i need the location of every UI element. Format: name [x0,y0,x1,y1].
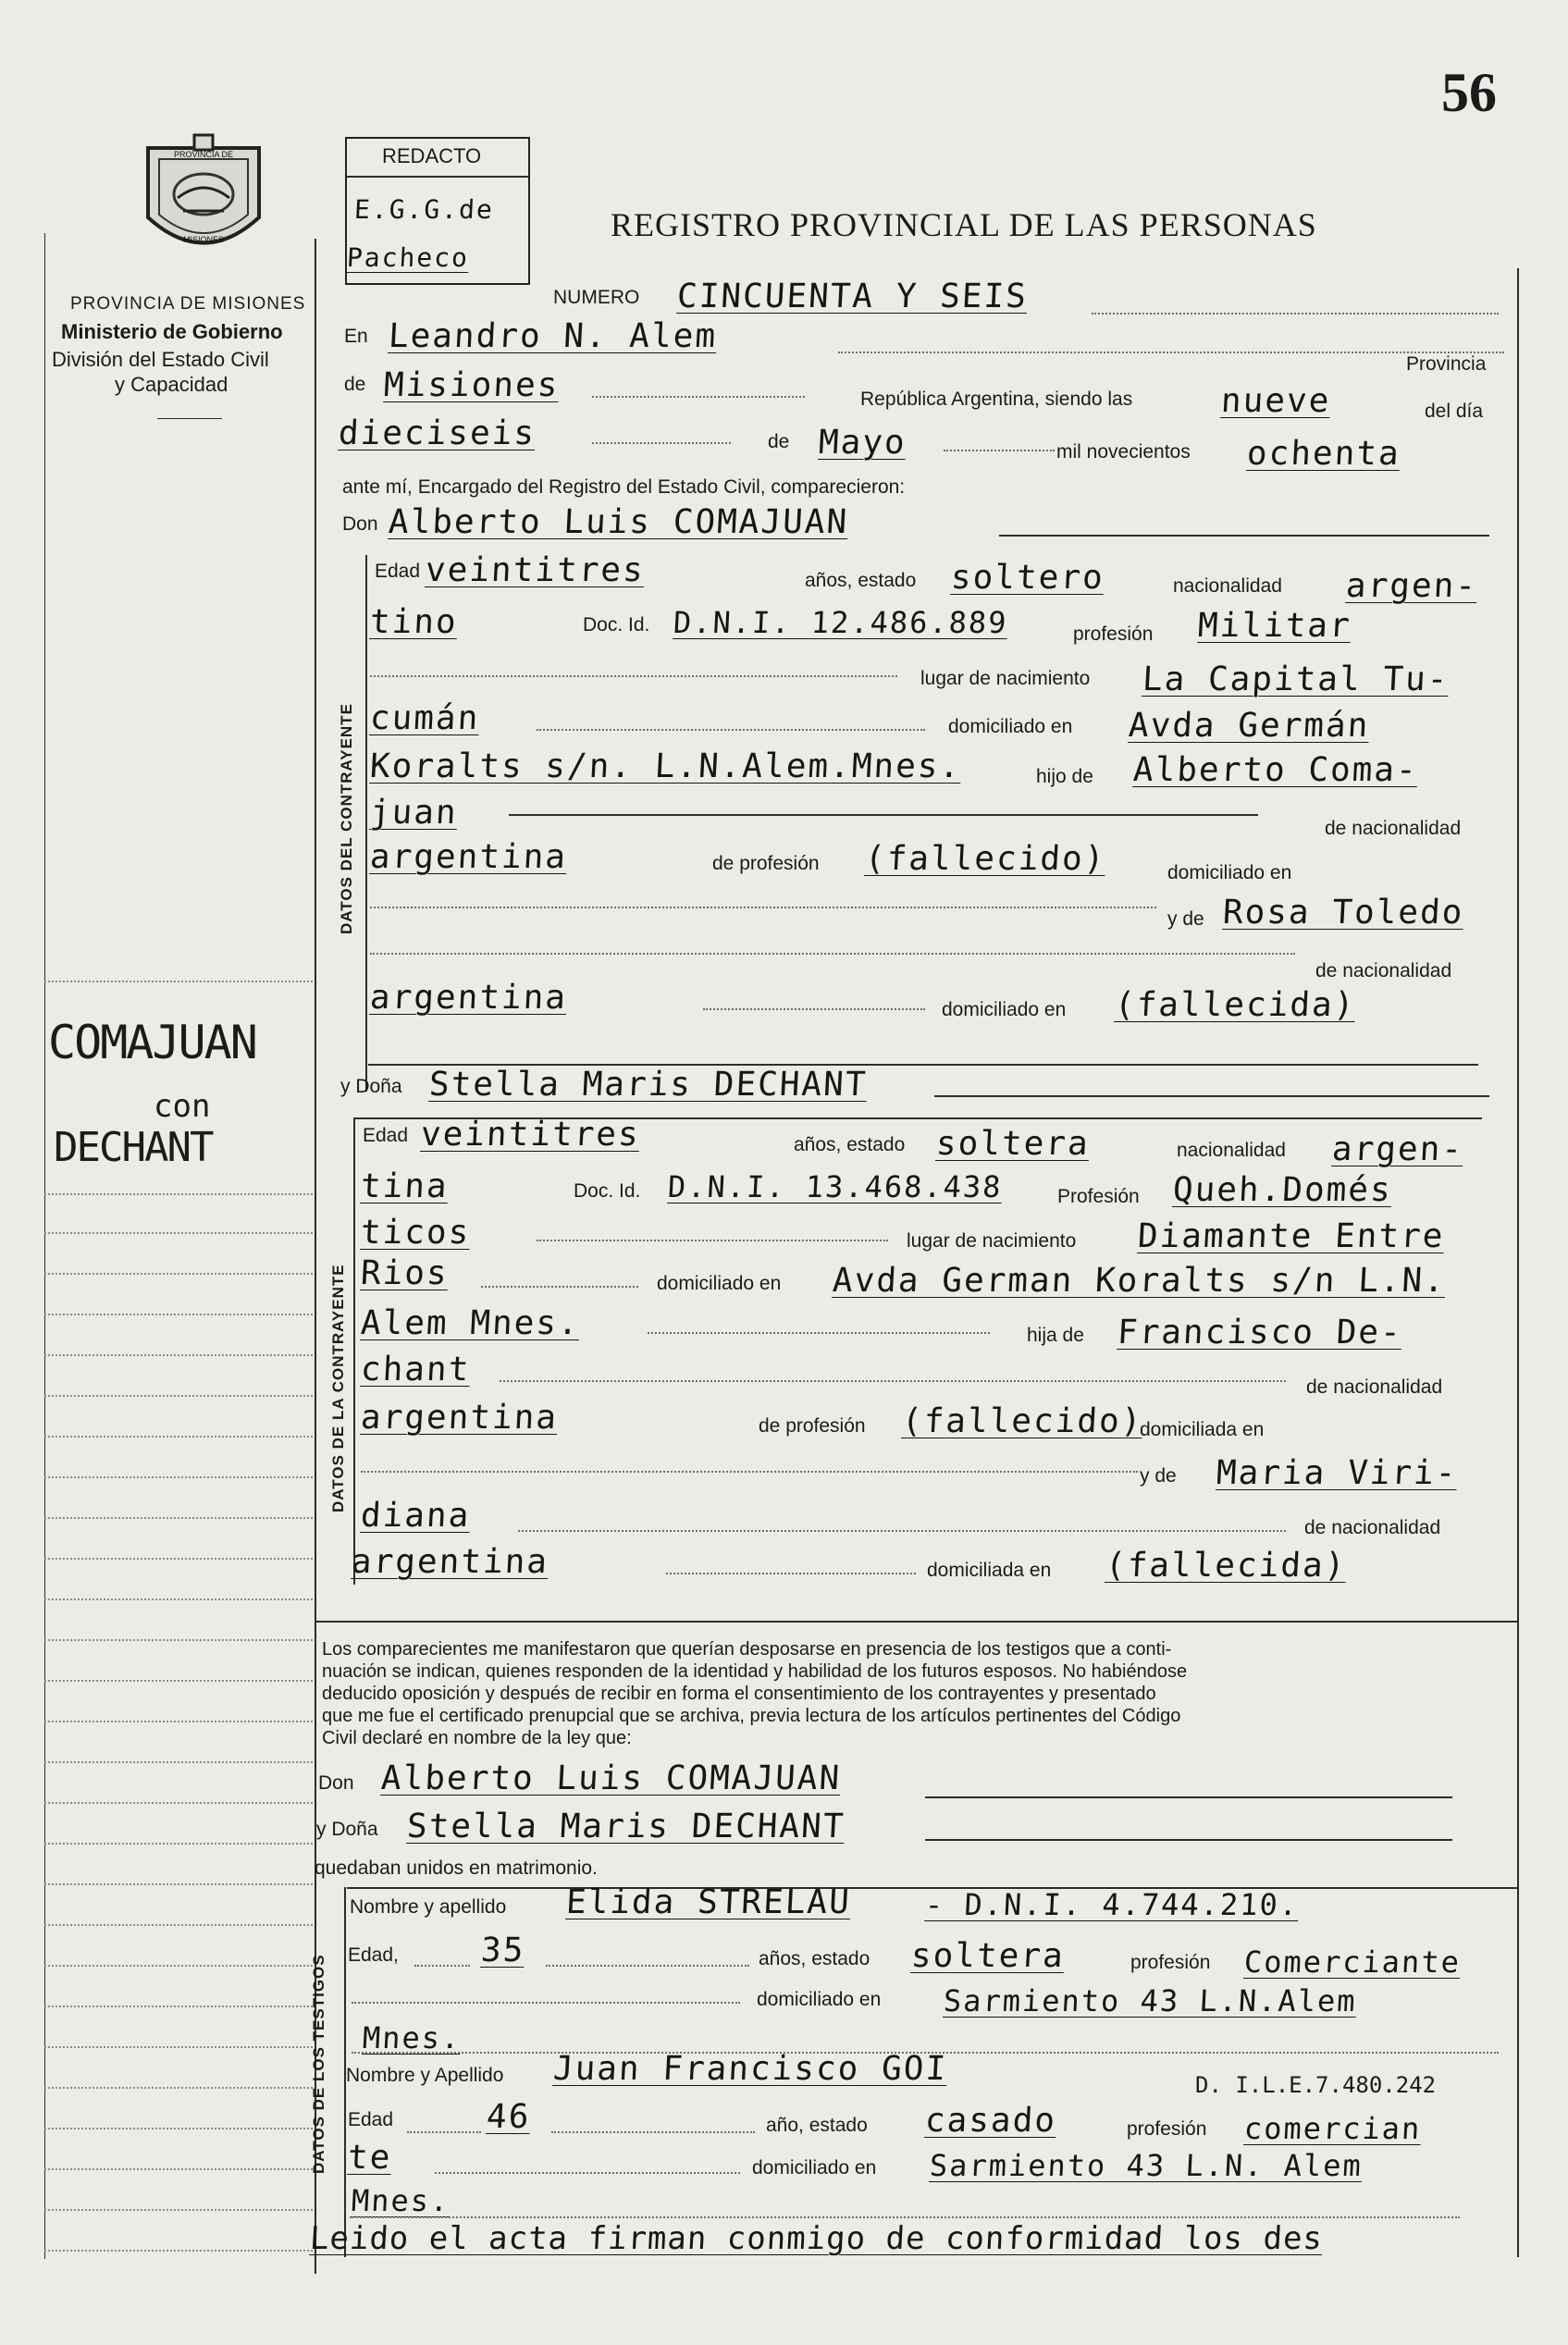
groom-mother: Rosa Toledo [1221,894,1465,932]
groom-lugar-label: lugar de nacimiento [920,668,1091,689]
numero-value: CINCUENTA Y SEIS [675,278,1029,315]
place-value: Leandro N. Alem [387,317,719,355]
groom-mother-nac: argentina [368,979,569,1017]
margin-surname-1: COMAJUAN [48,1016,256,1069]
w2-estado: casado [923,2102,1058,2140]
bride-father-prof: (fallecido) [900,1402,1144,1440]
bride-section-rule [353,1117,355,1585]
bride-father2: chant [359,1351,472,1388]
stamp-line-1: E.G.G.de [353,194,495,225]
bride-nac-label: nacionalidad [1177,1140,1286,1161]
groom-section-rule [365,555,367,1092]
bride-nac1: argen- [1330,1130,1465,1168]
w1-estado: soltera [909,1937,1066,1975]
page-title: REGISTRO PROVINCIAL DE LAS PERSONAS [611,206,1317,243]
de-label: de [344,374,366,395]
decl-bride: Stella Maris DECHANT [405,1808,846,1845]
groom-dom1: Avda Germán [1127,707,1371,745]
w1-prof-label: profesión [1130,1952,1211,1973]
w2-dom2: Mnes. [351,2183,451,2218]
w2-doc: D. I.L.E.7.480.242 [1195,2072,1437,2098]
groom-nac-label: nacionalidad [1173,575,1282,597]
groom-don-label: Don [342,513,378,535]
groom-father-nac: argentina [368,838,569,876]
w2-edad-label: Edad [348,2109,394,2130]
groom-father-prof: (fallecido) [863,840,1107,878]
stamp-label: REDACTO [382,144,482,167]
bride-doc: D.N.I. 13.468.438 [667,1169,1004,1204]
w1-dom2: Mnes. [362,2020,463,2055]
w1-profesion: Comerciante [1243,1944,1462,1980]
bride-prof-label: Profesión [1057,1186,1140,1207]
bride-anos-label: años, estado [794,1134,906,1155]
hour-value: nueve [1219,382,1332,420]
w2-anos-label: año, estado [766,2115,868,2136]
w2-dom-label: domiciliado en [752,2157,877,2178]
groom-prof-label: profesión [1073,623,1154,645]
header-divider [157,418,222,419]
bride-estado: soltera [934,1125,1091,1163]
w2-prof-label: profesión [1127,2118,1207,2140]
bride-dom1: Avda German Koralts s/n L.N. [831,1262,1447,1300]
margin-con: con [154,1088,211,1125]
groom-nac1: argen- [1344,567,1479,605]
groom-doc: D.N.I. 12.486.889 [673,605,1009,640]
provincial-seal [130,130,278,268]
groom-nac2: tino [368,603,459,641]
w2-name: Juan Francisco GOI [551,2050,949,2088]
bride-de-prof-label: de profesión [759,1415,866,1437]
bride-side-label: DATOS DE LA CONTRAYENTE [329,1264,347,1512]
bride-edad-label: Edad [363,1125,409,1146]
mil-label: mil novecientos [1056,441,1191,463]
form-right-rule [1517,268,1519,2257]
declaration-line-1: Los comparecientes me manifestaron que querían desposarse en presencia de los testigos que a conti- [322,1639,1172,1660]
w1-edad-label: Edad, [348,1944,399,1966]
w2-name-label: Nombre y Apellido [346,2065,504,2086]
bride-mother2: diana [359,1497,472,1535]
division-label-2: y Capacidad [115,373,228,396]
groom-dom2-label: domiciliado en [1167,862,1292,883]
groom-lugar2: cumán [368,699,481,737]
groom-hijo-label: hijo de [1036,766,1093,787]
month-value: Mayo [817,424,907,462]
groom-yde-label: y de [1167,908,1204,930]
groom-de-nac-label: de nacionalidad [1325,818,1462,839]
bride-lugar2: Rios [359,1254,450,1292]
decl-dona-label: y Doña [316,1819,378,1840]
declaration-line-3: deducido oposición y después de recibir en forma el consentimiento de los contrayentes y presentado [322,1684,1156,1704]
w2-edad: 46 [485,2098,532,2136]
division-label: División del Estado Civil [52,348,269,371]
bride-prof1: Queh.Domés [1171,1171,1393,1209]
province-value: Misiones [382,366,561,404]
redacto-stamp [345,137,530,285]
groom-anos-label: años, estado [805,570,917,591]
bride-lugar-label: lugar de nacimiento [907,1230,1077,1252]
groom-doc-label: Doc. Id. [583,614,650,636]
decl-don-label: Don [318,1772,354,1794]
groom-dom-label: domiciliado en [948,716,1073,737]
bride-dona-label: y Doña [340,1076,402,1097]
en-label: En [344,326,368,347]
year-value: ochenta [1245,435,1401,473]
bride-domic2-label: domiciliada en [927,1560,1052,1581]
groom-profesion: Militar [1196,607,1352,645]
republica-label: República Argentina, siendo las [860,389,1133,410]
decl-closing: quedaban unidos en matrimonio. [315,1857,598,1879]
stamp-line-2: Pacheco [346,242,470,273]
groom-de-nac-label-2: de nacionalidad [1315,960,1452,981]
bride-mother-nac: argentina [350,1543,550,1581]
bride-hija-label: hija de [1027,1325,1084,1346]
day-value: dieciseis [337,414,537,452]
bride-father-nac: argentina [359,1399,560,1437]
bride-prof2: ticos [359,1214,472,1252]
groom-edad: veintitres [424,551,646,589]
witness-side-label: DATOS DE LOS TESTIGOS [310,1954,327,2174]
w1-name: Elida STRELAU [564,1883,852,1921]
left-margin-rule [44,233,45,2259]
final-line: Leido el acta firman conmigo de conformidad los des [308,2220,1325,2257]
w1-edad: 35 [479,1932,526,1969]
bride-mother1: Maria Viri- [1215,1454,1459,1492]
bride-dom2: Alem Mnes. [359,1304,581,1342]
bride-father1: Francisco De- [1116,1314,1403,1351]
groom-father2: juan [368,794,459,832]
w2-dom1: Sarmiento 43 L.N. Alem [929,2148,1364,2183]
seal-top-text: PROVINCIA DE [173,150,234,159]
w1-dom1: Sarmiento 43 L.N.Alem [943,1983,1358,2018]
bride-edad: veintitres [419,1116,641,1154]
bride-name: Stella Maris DECHANT [427,1066,869,1104]
de-label-2: de [768,431,790,452]
groom-lugar1: La Capital Tu- [1141,660,1451,698]
bride-de-nac-label: de nacionalidad [1306,1376,1443,1398]
bride-yde-label: y de [1140,1465,1177,1487]
w1-doc: - D.N.I. 4.744.210. [924,1887,1301,1922]
groom-dom3-label: domiciliado en [942,999,1067,1020]
groom-dom2: Koralts s/n. L.N.Alem.Mnes. [368,747,963,785]
provincia-label: Provincia [1406,353,1487,375]
groom-father1: Alberto Coma- [1131,751,1419,789]
w2-prof1: comercian [1243,2111,1423,2146]
bride-lugar1: Diamante Entre [1136,1217,1446,1255]
ministry-label: Ministerio de Gobierno [61,320,283,343]
groom-name: Alberto Luis COMAJUAN [387,503,850,541]
w1-name-label: Nombre y apellido [350,1896,507,1918]
bride-de-nac-label-2: de nacionalidad [1304,1517,1441,1538]
page-number: 56 [1441,62,1497,123]
groom-de-prof-label: de profesión [712,853,820,874]
province-label: PROVINCIA DE MISIONES [70,294,306,314]
decl-groom: Alberto Luis COMAJUAN [379,1759,843,1797]
seal-bottom-text: MISIONES [182,235,225,244]
bride-doc-label: Doc. Id. [574,1180,641,1202]
numero-label: NUMERO [553,287,640,308]
w2-prof2: te [346,2139,393,2177]
w1-anos-label: años, estado [759,1948,870,1969]
del-dia-label: del día [1425,401,1484,422]
declaration-line-2: nuación se indican, quienes responden de la identidad y habilidad de los futuros esposos. No habiéndose [322,1661,1188,1682]
declaration-line-5: Civil declaré en nombre de la ley que: [322,1728,632,1748]
bride-dom-label: domiciliado en [657,1273,782,1294]
bride-domic-label: domiciliada en [1140,1419,1265,1440]
margin-surname-2: DECHANT [54,1124,213,1171]
groom-side-label: DATOS DEL CONTRAYENTE [338,703,355,934]
bride-nac2: tina [359,1167,450,1205]
groom-edad-label: Edad [375,561,421,582]
declaration-line-4: que me fue el certificado prenupcial que se archiva, previa lectura de los artículos pertinentes del Código [322,1706,1181,1726]
ante-text: ante mí, Encargado del Registro del Estado Civil, comparecieron: [342,476,906,498]
w1-dom-label: domiciliado en [757,1989,882,2010]
groom-estado: soltero [949,559,1105,597]
bride-mother-status: (fallecida) [1104,1547,1348,1585]
groom-mother-status: (fallecida) [1113,986,1357,1024]
